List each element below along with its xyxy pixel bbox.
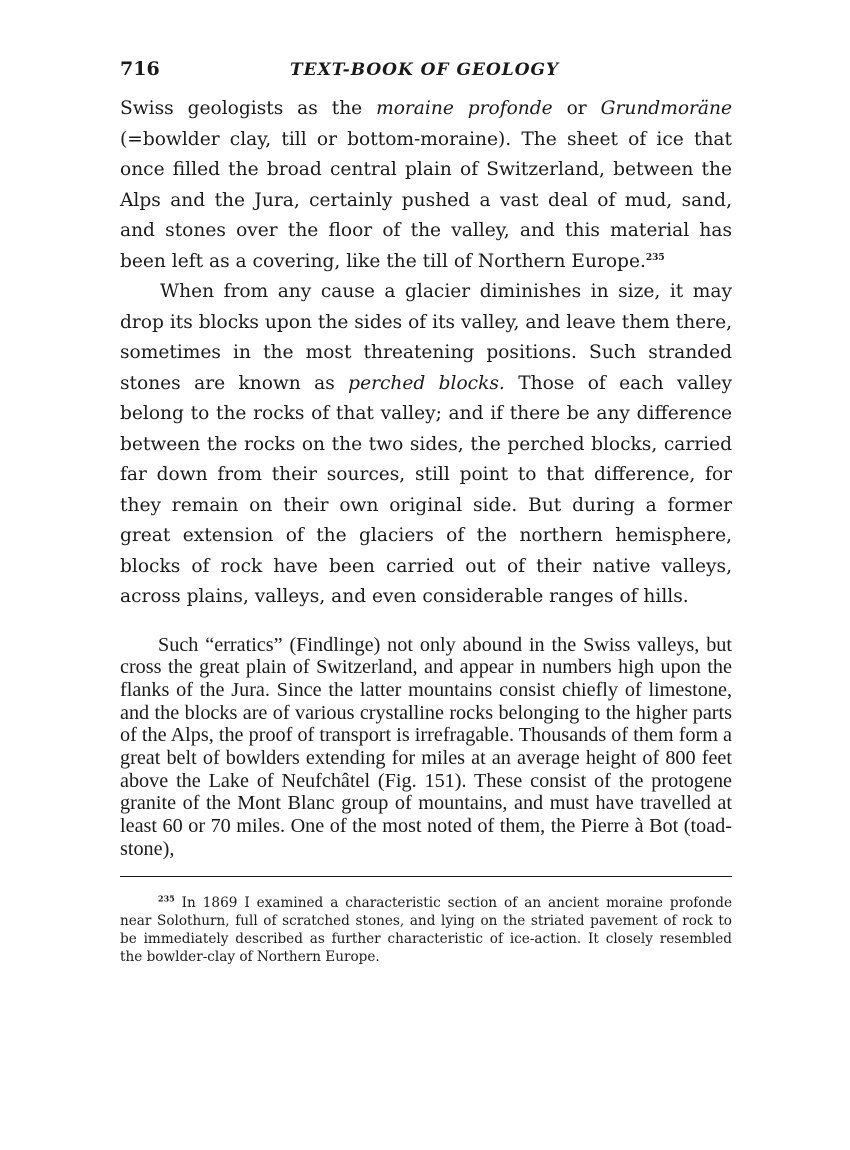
running-head bbox=[120, 58, 732, 94]
footnote-reference: 235 bbox=[645, 252, 665, 263]
term-grundmoraene: Grundmoräne bbox=[600, 98, 732, 119]
footnote bbox=[120, 894, 732, 966]
page-number: 716 bbox=[120, 58, 160, 80]
paragraph-perched-blocks: When from any cause a glacier diminishes in size, it may drop its blocks upon the sides of its valley, and leave them there, sometimes in the most threatening positions. Such stranded stones are known as perched blocks. Those of each valley belong to the rocks of that valley; and if there be any difference between the rocks on the two sides, the perched blocks, carried far down from their sources, still point to that difference, for they remain on their own original side. But during a former great extension of the glaciers of the northern hemisphere, blocks of rock have been carried out of their native valleys, across plains, valleys, and even considerable ranges of hills. bbox=[120, 281, 732, 607]
running-title: TEXT-BOOK OF GEOLOGY bbox=[290, 60, 560, 80]
footnote-divider bbox=[120, 876, 732, 877]
term-moraine-profonde: moraine profonde bbox=[376, 98, 553, 119]
footnote-number: 235 bbox=[158, 893, 175, 903]
footnote-text: In 1869 I examined a characteristic section of an ancient moraine profonde near Solothurn, full of scratched stones, and lying on the striated pavement of rock to be immediately described as further characteristic of ice-action. It closely resembled the bowlder-clay of Northern Europe. bbox=[120, 894, 732, 965]
paragraph-grundmoraene: Swiss geologists as the moraine profonde or Grundmoräne (=bowlder clay, till or bottom-moraine). The sheet of ice that once filled the broad central plain of Switzerland, between the Alps and the Jura, certainly pushed a vast deal of mud, sand, and stones over the floor of the valley, and this material has been left as a covering, like the till of Northern Europe.$^{235}$ bbox=[120, 98, 732, 272]
paragraph-erratics: Such “erratics” (Findlinge) not only abound in the Swiss valleys, but cross the great plain of Switzerland, and appear in numbers high upon the flanks of the Jura. Since the latter mountains consist chiefly of limestone, and the blocks are of various crystalline rocks belonging to the higher parts of the Alps, the proof of transport is irrefragable. Thousands of them form a great belt of bowlders extending for miles at an average height of 800 feet above the Lake of Neufchâtel (Fig. 151). These consist of the protogene granite of the Mont Blanc group of mountains, and must have travelled at least 60 or 70 miles. One of the most noted of them, the Pierre à Bot (toad-stone), bbox=[120, 633, 732, 860]
term-perched-blocks: perched blocks. bbox=[348, 372, 505, 394]
book-page bbox=[120, 58, 732, 966]
